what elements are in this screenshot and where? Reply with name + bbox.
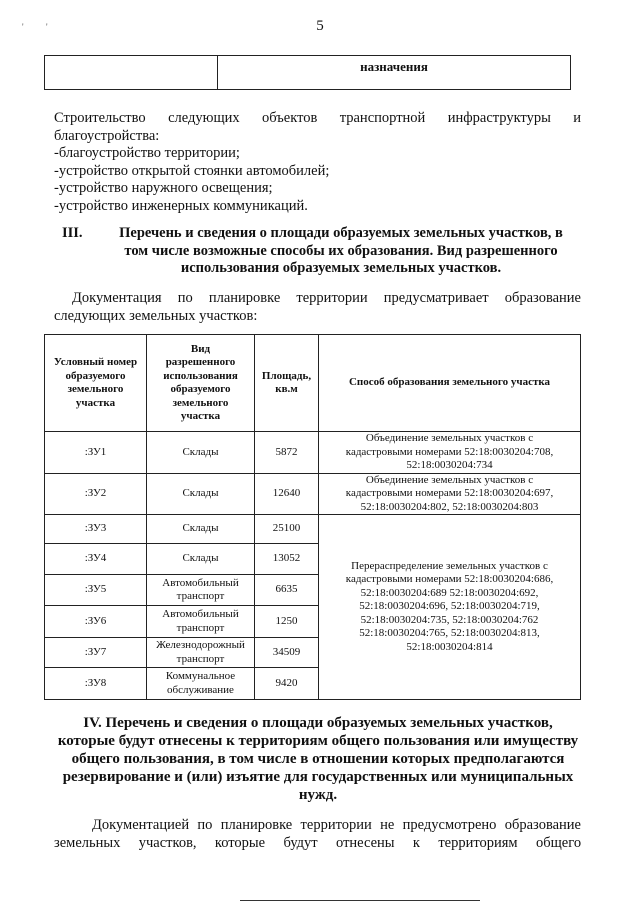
cell-use: Склады (147, 473, 255, 515)
cell-area: 34509 (255, 638, 319, 668)
cell-use: Склады (147, 432, 255, 474)
cell-method-merged: Перераспределение земельных участков с кадастровыми номерами 52:18:0030204:686, 52:18:0030204:689 52:18:0030204:692, 52:18:0030204:696, 52:18:0030204:719, 52:18:0030204:735, 52:18:0030204:762 52:18:0030204:765, 52:18:0030204:813, 52:18:0030204:814 (319, 515, 581, 700)
closing-paragraph: Документацией по планировке территории не предусмотрено образование земельных участков, которые будут отнесены к территориям общего (54, 817, 582, 851)
list-item: -устройство открытой стоянки автомобилей; (54, 162, 330, 179)
fragment-cell-2: назначения (218, 56, 571, 90)
page-bottom-rule (240, 900, 480, 901)
cell-plot-number: :ЗУ5 (45, 575, 147, 606)
cell-use: Автомобильный транспорт (147, 606, 255, 638)
cell-area: 6635 (255, 575, 319, 606)
cell-use: Коммунальное обслуживание (147, 668, 255, 700)
cell-plot-number: :ЗУ7 (45, 638, 147, 668)
table-row (45, 473, 581, 515)
documentation-paragraph: Документация по планировке территории предусматривает образование следующих земельных участков: (54, 290, 581, 324)
cell-plot-number: :ЗУ3 (45, 515, 147, 544)
section-3-number: III. (62, 225, 83, 241)
header-area: Площадь, кв.м (255, 335, 319, 432)
list-item: -устройство наружного освещения; (54, 180, 273, 196)
cell-plot-number: :ЗУ2 (45, 473, 147, 515)
cell-area: 5872 (255, 432, 319, 474)
cell-plot-number: :ЗУ4 (45, 544, 147, 575)
scan-speck: ' (22, 22, 24, 32)
cell-area: 12640 (255, 473, 319, 515)
list-item: -устройство инженерных коммуникаций. (54, 197, 308, 214)
paragraph-line: Строительство следующих объектов транспортной инфраструктуры и (54, 110, 581, 126)
section-3-heading: Перечень и сведения о площади образуемых земельных участков, в том числе возможные способы их образования. Вид разрешенного использования образуемых земельных участков. (119, 225, 563, 276)
cell-plot-number: :ЗУ8 (45, 668, 147, 700)
header-formation-method: Способ образования земельного участка (319, 335, 581, 432)
page-number: 5 (316, 18, 324, 34)
cell-use: Автомобильный транспорт (147, 575, 255, 606)
cell-method: Объединение земельных участков с кадастровыми номерами 52:18:0030204:708, 52:18:0030204:734 (319, 432, 581, 474)
land-plots-table (44, 334, 581, 700)
table-row (45, 515, 581, 544)
table-header-row (45, 335, 581, 432)
header-permitted-use: Вид разрешенного использования образуемого земельного участка (147, 335, 255, 432)
continued-table-fragment (44, 55, 571, 90)
list-item: -благоустройство территории; (54, 145, 240, 161)
cell-area: 13052 (255, 544, 319, 575)
cell-use: Склады (147, 544, 255, 575)
cell-use: Железнодорожный транспорт (147, 638, 255, 668)
cell-area: 25100 (255, 515, 319, 544)
cell-area: 9420 (255, 668, 319, 700)
fragment-cell-1 (45, 56, 218, 90)
cell-method: Объединение земельных участков с кадастровыми номерами 52:18:0030204:697, 52:18:0030204:802, 52:18:0030204:803 (319, 473, 581, 515)
paragraph-line: благоустройства: (54, 127, 160, 144)
header-plot-number: Условный номер образуемого земельного участка (45, 335, 147, 432)
cell-plot-number: :ЗУ1 (45, 432, 147, 474)
cell-use: Склады (147, 515, 255, 544)
table-row (45, 432, 581, 474)
cell-plot-number: :ЗУ6 (45, 606, 147, 638)
cell-area: 1250 (255, 606, 319, 638)
section-4-heading: IV. Перечень и сведения о площади образуемых земельных участков, которые будут отнесены к территориям общего пользования или имуществу общего пользования, в том числе в отношении которых предполагаются резервирование и (или) изъятие для государственных или муниципальных нужд. (57, 715, 579, 803)
construction-paragraph (54, 110, 581, 215)
scan-speck: ' (46, 22, 48, 32)
